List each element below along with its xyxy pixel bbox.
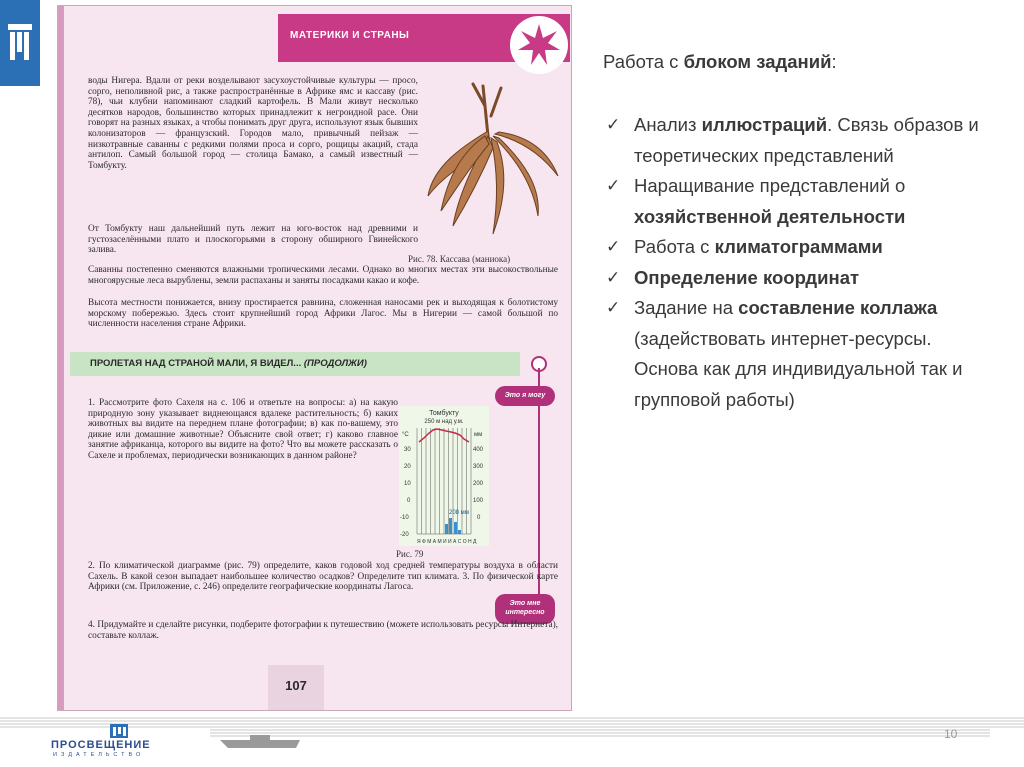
check-icon: ✓ xyxy=(606,176,621,196)
list-item xyxy=(606,110,986,171)
check-icon: ✓ xyxy=(606,237,621,257)
slide-title-bold: блоком заданий xyxy=(683,51,832,72)
tasks-block-1: 1. Рассмотрите фото Сахеля на с. 106 и ответьте на вопросы: а) на какую природную зону указывает виднеющаяся вдалеке растительность; б) каких животных вы видите на переднем плане фотографии; в) как по-вашему, это дикие или домашние животные? Объясните свой ответ; г) каково главное занятие африканца, которого вы видите на фото? Что вы можете рассказать о Сахеле и проблемах, периодически возникающих в данном районе? xyxy=(88,398,398,461)
publisher-logo-icon xyxy=(8,24,32,62)
figure-79-caption: Рис. 79 xyxy=(396,549,424,559)
climate-diagram xyxy=(399,406,489,546)
item-bold: климатограммами xyxy=(714,236,883,257)
slide-number: 10 xyxy=(944,727,958,741)
prompt-band-main: ПРОЛЕТАЯ НАД СТРАНОЙ МАЛИ, Я ВИДЕЛ... xyxy=(90,358,302,369)
list-item xyxy=(606,293,986,415)
svg-text:°C: °C xyxy=(402,432,409,438)
page-margin-strip xyxy=(58,6,64,710)
item-bold: составление коллажа xyxy=(738,297,938,318)
svg-text:30: 30 xyxy=(404,447,411,453)
item-text: Анализ xyxy=(634,114,702,135)
tag-interesting: Это мне интересно xyxy=(495,594,555,624)
climate-subtitle: 250 м над у.м. xyxy=(424,419,464,425)
book-paragraph-4: Высота местности понижается, внизу простирается равнина, сложенная наносами рек и выходящая к болотистому морскому побережью. Здесь стоит крупнейший город Африки Лагос. Мы в Нигерии — самой большой по численности населения стране Африки. xyxy=(88,298,558,330)
item-text: . Связь образов и теоретических представлений xyxy=(634,114,979,166)
tag-this-i-can: Это я могу xyxy=(495,386,555,406)
prompt-band-italic: (ПРОДОЛЖИ) xyxy=(303,358,367,369)
item-bold: иллюстраций xyxy=(701,114,828,135)
item-bold: Определение координат xyxy=(634,266,860,288)
slide-bullet-list xyxy=(606,110,986,415)
star-icon xyxy=(516,22,562,68)
list-item xyxy=(606,232,986,263)
textbook-page xyxy=(57,5,572,711)
svg-text:20: 20 xyxy=(404,464,411,470)
svg-text:мм: мм xyxy=(474,432,483,438)
check-icon: ✓ xyxy=(606,267,621,288)
item-text: (задействовать интернет-ресурсы. Основа как для индивидуальной так и групповой работы) xyxy=(634,327,963,410)
item-text: Наращивание представлений о xyxy=(634,175,906,196)
book-paragraph-2: От Томбукту наш дальнейший путь лежит на юго-восток над древними и густозаселёнными плато и плоскогорьями в сторону обширного Гвинейского залива. xyxy=(88,224,418,256)
slide-title-prefix: Работа с xyxy=(603,51,684,72)
page-number: 107 xyxy=(285,678,307,693)
list-item xyxy=(606,263,986,294)
cassava-illustration xyxy=(413,76,563,241)
svg-text:0: 0 xyxy=(407,498,411,504)
book-paragraph-3: Саванны постепенно сменяются влажными тропическими лесами. Однако во многих местах эти высокоствольные многоярусные леса вырублены, земли распаханы и заняты посадками какао и кофе. xyxy=(88,265,558,286)
svg-text:0: 0 xyxy=(477,515,481,521)
svg-text:-20: -20 xyxy=(400,532,409,538)
brand-name: ПРОСВЕЩЕНИЕ xyxy=(51,739,151,751)
list-item xyxy=(606,171,986,232)
svg-text:Я Ф М А М И И А С О Н Д: Я Ф М А М И И А С О Н Д xyxy=(417,539,477,545)
climate-title: Томбукту xyxy=(429,410,459,417)
svg-text:-10: -10 xyxy=(400,515,409,521)
item-bold: хозяйственной деятельности xyxy=(634,205,906,227)
brand-mark-icon xyxy=(110,724,128,738)
svg-text:300: 300 xyxy=(473,464,484,470)
slide-title xyxy=(603,51,837,73)
prompt-band-text xyxy=(90,358,367,369)
footer-bar xyxy=(0,716,1024,767)
task-4: 4. Придумайте и сделайте рисунки, подберите фотографии к путешествию (можете использовать ресурсы Интернета), составьте коллаж. xyxy=(88,620,558,641)
check-icon: ✓ xyxy=(606,298,621,318)
svg-text:10: 10 xyxy=(404,481,411,487)
figure-78-caption: Рис. 78. Кассава (маниока) xyxy=(408,254,511,264)
star-badge xyxy=(510,16,568,74)
book-paragraph-1: воды Нигера. Вдали от реки возделывают засухоустойчивые культуры — просо, сорго, неполивной рис, а также распространённые в Африке ямс и кассаву (рис. 78), чьи клубни напоминают сладкий картофель. В Мали живут несколько десятков народов, большинство которых принадлежит к негроидной расе. Они говорят на разных языках, а чтобы понимать друг друга, используют язык бывших колонизаторов — французский. Городов мало, привычный пейзаж — низкотравные саванны с редкими полями проса и сорго, рощицы акаций, стада антилоп. Самый большой город — столица Бамако, а самый известный — Томбукту. xyxy=(88,76,418,171)
climate-precip-label: 208 мм xyxy=(449,510,469,516)
slide-title-suffix: : xyxy=(831,51,837,72)
svg-text:100: 100 xyxy=(473,498,484,504)
tasks-block-2: 2. По климатической диаграмме (рис. 79) определите, каков годовой ход средней температуры воздуха в области Сахель. В какой сезон выпадает наибольшее количество осадков? Определите тип климата. 3. По физической карте Африки (см. Приложение, с. 246) определите географические координаты Лагоса. xyxy=(88,561,558,593)
brand-subtitle: ИЗДАТЕЛЬСТВО xyxy=(53,752,145,758)
svg-text:400: 400 xyxy=(473,447,484,453)
chapter-header-title: МАТЕРИКИ И СТРАНЫ xyxy=(290,30,410,41)
item-text: Задание на xyxy=(634,297,739,318)
check-icon: ✓ xyxy=(606,115,621,135)
publisher-logo-strip xyxy=(0,0,40,86)
item-text: Работа с xyxy=(634,236,715,257)
svg-text:200: 200 xyxy=(473,481,484,487)
